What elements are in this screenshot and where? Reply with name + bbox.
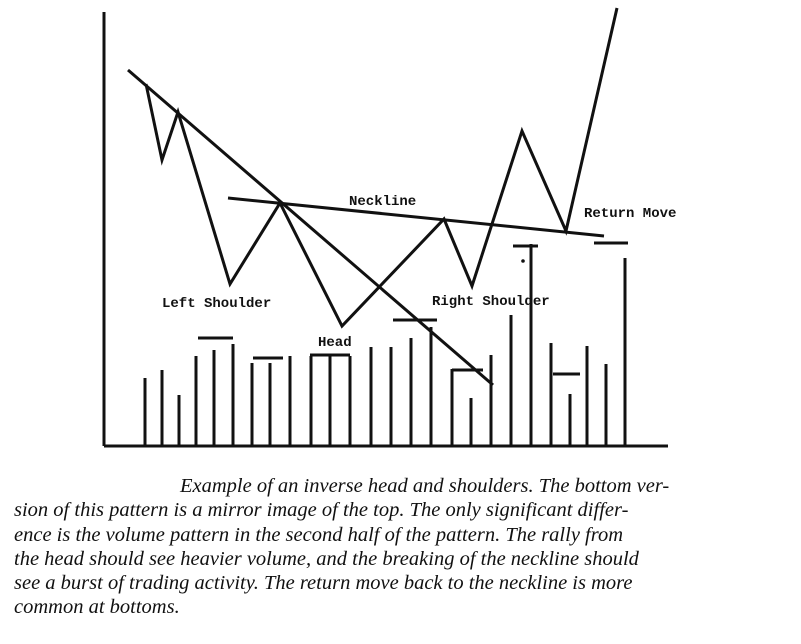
left-shoulder-label: Left Shoulder bbox=[162, 296, 272, 312]
caption-line: common at bottoms. bbox=[14, 596, 180, 619]
caption-line: sion of this pattern is a mirror image of the top. The only significant differ- bbox=[14, 499, 629, 522]
return-move-label: Return Move bbox=[584, 206, 677, 222]
caption-line: see a burst of trading activity. The return move back to the neckline is more bbox=[14, 572, 633, 595]
neckline-label: Neckline bbox=[349, 194, 417, 210]
caption-line: Example of an inverse head and shoulders. The bottom ver- bbox=[180, 475, 670, 497]
trend-line bbox=[128, 70, 493, 385]
right-shoulder-label: Right Shoulder bbox=[432, 294, 550, 310]
caption-line: the head should see heavier volume, and the breaking of the neckline should bbox=[14, 547, 639, 570]
caption-line: ence is the volume pattern in the second half of the pattern. The rally from bbox=[14, 523, 624, 546]
figure-caption bbox=[14, 474, 790, 620]
head-label: Head bbox=[318, 335, 352, 351]
volume-bars bbox=[145, 244, 625, 446]
dot-mark bbox=[521, 259, 525, 263]
price-line bbox=[146, 8, 617, 326]
